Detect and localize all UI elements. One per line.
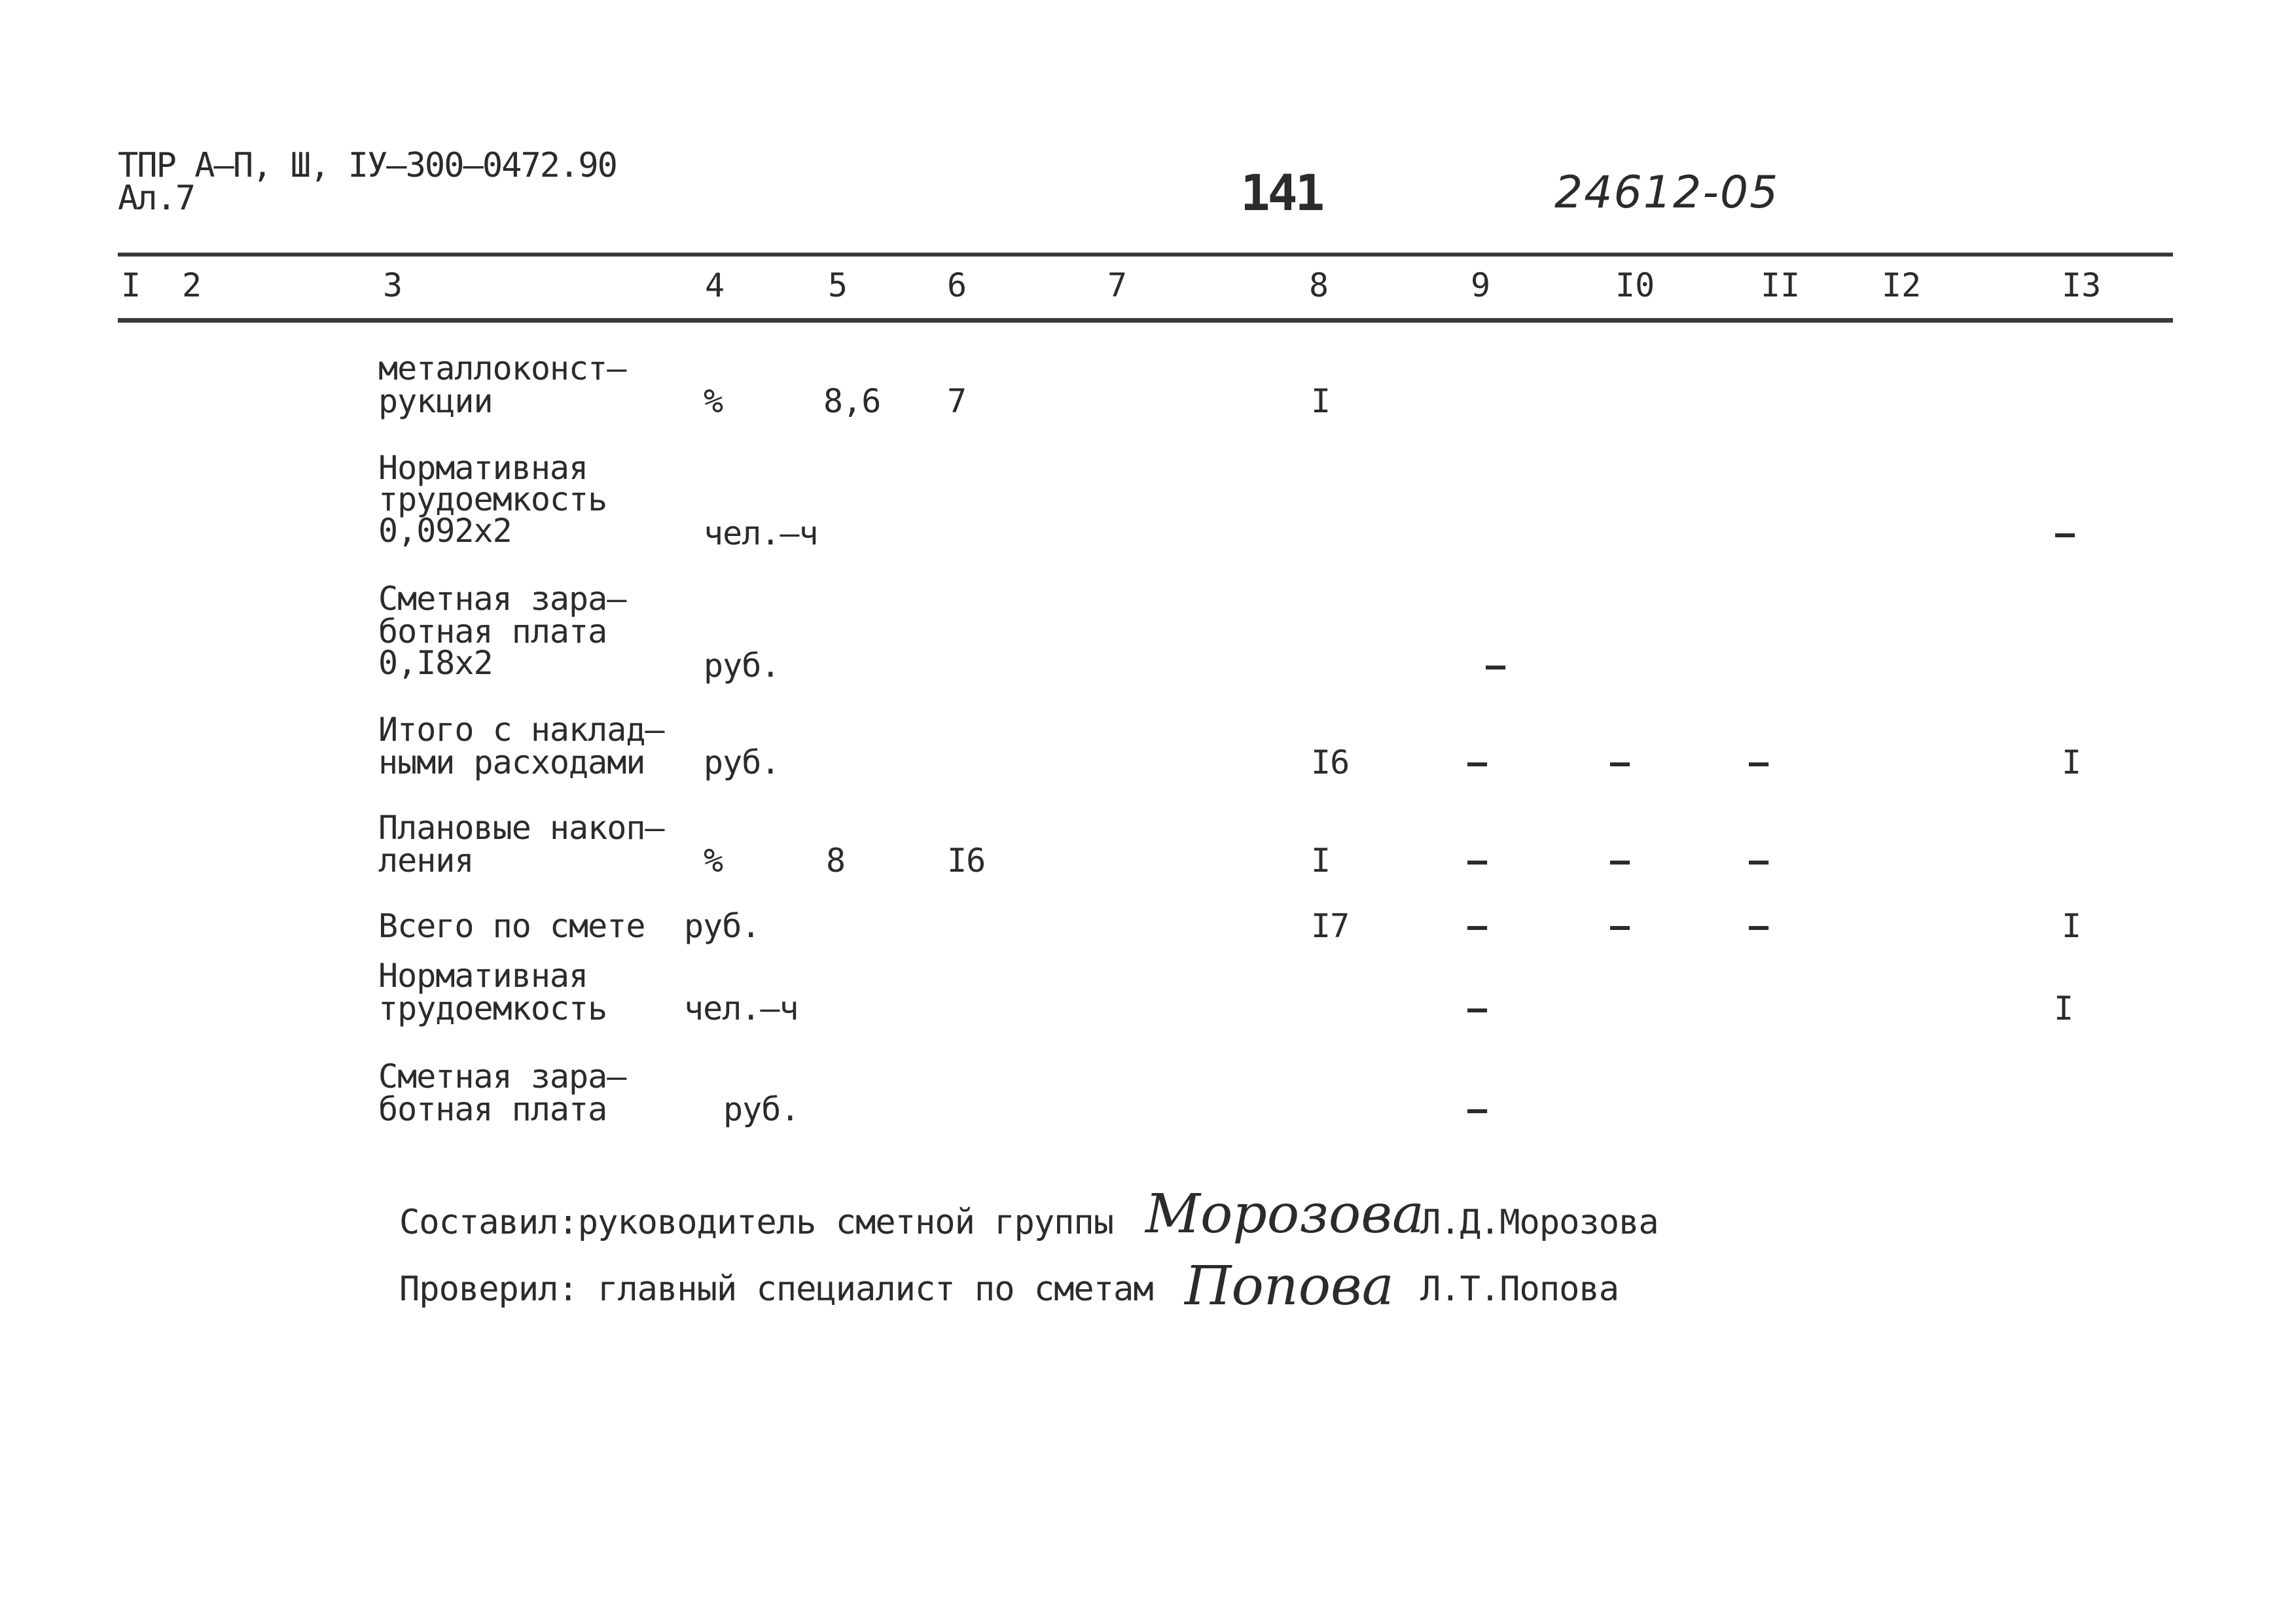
cell-col8: I bbox=[1311, 842, 1331, 880]
cell-col6: 7 bbox=[947, 382, 967, 420]
cell-col11: – bbox=[1749, 743, 1768, 781]
checked-by-label: Проверил: главный специалист по сметам bbox=[399, 1270, 1153, 1309]
cell-col9: – bbox=[1467, 743, 1487, 781]
row-description-line: Сметная зара– bbox=[378, 580, 626, 618]
column-number: II bbox=[1761, 266, 1801, 304]
row-unit: руб. bbox=[704, 743, 780, 781]
row-unit: руб. bbox=[704, 647, 780, 685]
column-number: 8 bbox=[1309, 266, 1329, 304]
row-description-line: рукции bbox=[378, 382, 493, 420]
row-unit: руб. bbox=[723, 1090, 800, 1128]
row-description-line: 0,092х2 bbox=[378, 512, 512, 550]
sheet-number: 141 bbox=[1240, 164, 1323, 222]
row-unit: руб. bbox=[684, 907, 761, 945]
row-unit: % bbox=[704, 382, 723, 420]
cell-col8: I6 bbox=[1311, 743, 1350, 781]
row-unit: % bbox=[704, 842, 723, 880]
cell-col9: – bbox=[1467, 907, 1487, 945]
row-description-line: ботная плата bbox=[378, 1090, 607, 1128]
column-number: 4 bbox=[705, 266, 725, 304]
column-number: I0 bbox=[1615, 266, 1655, 304]
column-number: 7 bbox=[1107, 266, 1128, 304]
table-header-rule bbox=[118, 318, 2173, 323]
row-description-line: 0,I8х2 bbox=[378, 644, 493, 682]
document-code-line-1: ТПР А–П, Ш, IУ–300–0472.90 bbox=[118, 146, 617, 185]
row-description-line: Сметная зара– bbox=[378, 1058, 626, 1096]
row-description-line: ления bbox=[378, 842, 474, 880]
row-unit: чел.–ч bbox=[684, 990, 798, 1027]
document-code-line-2: Ал.7 bbox=[118, 179, 195, 218]
checked-by-name: Л.Т.Попова bbox=[1420, 1270, 1619, 1309]
row-description-line: Итого с наклад– bbox=[378, 711, 664, 749]
row-description-line: трудоемкость bbox=[378, 480, 607, 518]
row-description-line: Всего по смете bbox=[378, 907, 645, 945]
cell-col9: – bbox=[1467, 990, 1487, 1027]
cell-col11: – bbox=[1749, 907, 1768, 945]
row-description-line: металлоконст– bbox=[378, 349, 626, 387]
document-code bbox=[118, 146, 617, 218]
column-number: 6 bbox=[947, 266, 967, 304]
cell-col8: I7 bbox=[1311, 907, 1350, 945]
compiled-by-label: Составил:руководитель сметной группы bbox=[399, 1203, 1114, 1242]
row-description-line: ными расходами bbox=[378, 743, 645, 781]
column-number: 5 bbox=[828, 266, 848, 304]
row-description-line: трудоемкость bbox=[378, 990, 607, 1027]
column-number: I bbox=[121, 266, 141, 304]
column-number: 2 bbox=[182, 266, 202, 304]
cell-col10: – bbox=[1610, 743, 1630, 781]
cell-col13: I bbox=[2054, 990, 2073, 1027]
compiled-by-name: Л.Д.Морозова bbox=[1420, 1203, 1659, 1242]
row-description-line: Плановые накоп– bbox=[378, 809, 664, 847]
row-description-line: ботная плата bbox=[378, 613, 607, 651]
checked-by-signature: Попова bbox=[1185, 1255, 1394, 1317]
column-number: I3 bbox=[2062, 266, 2102, 304]
table-top-rule bbox=[118, 253, 2173, 257]
cell-col10: – bbox=[1610, 842, 1630, 880]
row-description-line: Нормативная bbox=[378, 449, 588, 487]
cell-col5: 8,6 bbox=[823, 382, 881, 420]
row-unit: чел.–ч bbox=[704, 514, 818, 552]
cell-col9: – bbox=[1467, 1090, 1487, 1128]
row-description-line: Нормативная bbox=[378, 957, 588, 995]
document-number: 24612-05 bbox=[1554, 167, 1780, 219]
cell-col13: I bbox=[2062, 743, 2081, 781]
cell-col6: I6 bbox=[947, 842, 986, 880]
column-number: I2 bbox=[1882, 266, 1922, 304]
cell-col11: – bbox=[1749, 842, 1768, 880]
column-number: 3 bbox=[383, 266, 403, 304]
cell-col13: – bbox=[2055, 514, 2075, 552]
cell-col5: 8 bbox=[826, 842, 846, 880]
cell-col13: I bbox=[2062, 907, 2081, 945]
cell-col10: – bbox=[1610, 907, 1630, 945]
cell-col8: I bbox=[1311, 382, 1331, 420]
compiled-by-signature: Морозова bbox=[1145, 1183, 1424, 1245]
cell-col9: – bbox=[1467, 842, 1487, 880]
cell-col9: – bbox=[1486, 647, 1505, 685]
column-number: 9 bbox=[1471, 266, 1491, 304]
